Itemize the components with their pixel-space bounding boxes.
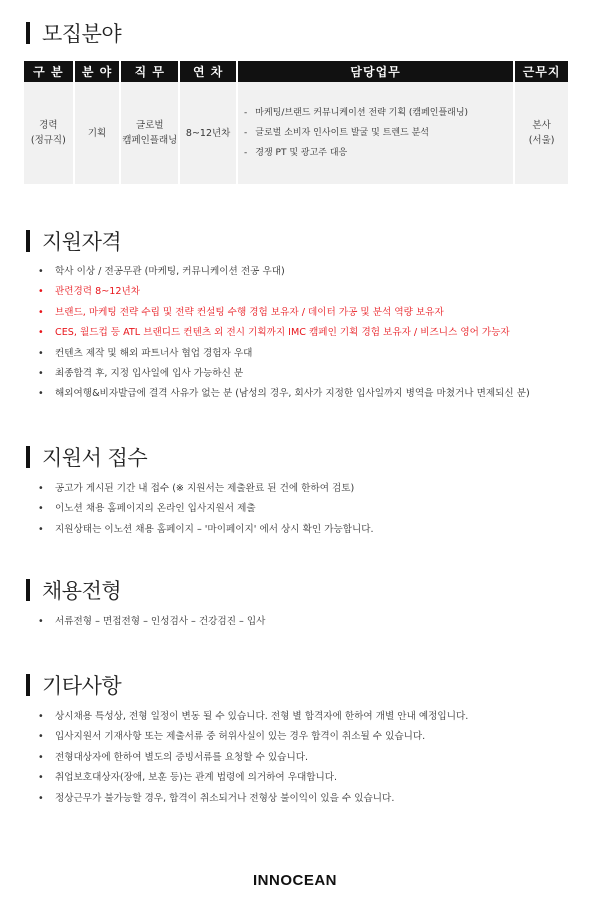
list-item: • 관련경력 8~12년차	[38, 286, 141, 298]
section-title-text: 모집분야	[42, 22, 122, 46]
duty-item: - 마케팅/브랜드 커뮤니케이션 전략 기획 (캠페인플래닝)	[244, 108, 469, 118]
dash-marker: -	[244, 128, 248, 138]
section-title-others	[26, 670, 121, 700]
list-item: • CES, 월드컵 등 ATL 브랜디드 컨텐츠 외 전시 기획까지 IMC 캠페인 기획 경험 보유자 / 비즈니스 영어 가능자	[38, 327, 510, 339]
header-field: 분 야	[75, 61, 120, 82]
section-title-text: 지원자격	[42, 230, 122, 254]
cell-job	[121, 82, 178, 184]
table-header-row	[24, 61, 568, 82]
header-duties: 담당업무	[238, 61, 513, 82]
location-line-2: (서울)	[528, 135, 555, 146]
list-item: • 정상근무가 불가능할 경우, 합격이 취소되거나 전형상 불이익이 있을 수 있습니다.	[38, 792, 395, 804]
header-category: 구 분	[24, 61, 73, 82]
location-line-1: 본사	[532, 120, 551, 131]
list-item: • 상시채용 특성상, 전형 일정이 변동 될 수 있습니다. 전형 별 합격자에 한하여 개별 안내 예정입니다.	[38, 711, 469, 722]
duties-list	[244, 103, 513, 163]
section-title-text: 기타사항	[42, 674, 122, 698]
duty-item: - 경쟁 PT 및 광고주 대응	[244, 148, 348, 158]
header-job: 직 무	[121, 61, 178, 82]
cell-category	[24, 82, 73, 184]
list-item: • 취업보호대상자(장애, 보훈 등)는 관계 법령에 의거하여 우대합니다.	[38, 772, 338, 784]
job-line-2: 캠페인플래닝	[122, 135, 178, 146]
cell-location	[515, 82, 568, 184]
table-row	[24, 82, 568, 184]
section-bar	[26, 446, 30, 468]
list-item: • 공고가 게시된 기간 내 접수 (※ 지원서는 제출완료 된 건에 한하여 검토)	[38, 483, 355, 494]
section-title-positions	[26, 18, 121, 48]
section-title-application	[26, 442, 147, 472]
innocean-logo: INNOCEAN	[252, 872, 337, 889]
dash-marker: -	[244, 108, 248, 118]
job-line-1: 글로벌	[136, 120, 164, 131]
list-item: • 해외여행&비자발급에 결격 사유가 없는 분 (남성의 경우, 회사가 지정한 입사일까지 병역을 마쳤거나 면제되신 분)	[38, 388, 530, 400]
cell-field	[75, 82, 120, 184]
duty-item: - 글로벌 소비자 인사이트 발굴 및 트렌드 분석	[244, 128, 429, 138]
list-item: • 컨텐츠 제작 및 해외 파트너사 협업 경험자 우대	[38, 347, 253, 359]
list-item: • 최종합격 후, 지정 입사일에 입사 가능하신 분	[38, 368, 244, 380]
qualifications-list	[38, 262, 530, 405]
cell-duties	[238, 82, 513, 184]
section-bar	[26, 674, 30, 696]
section-title-text: 채용전형	[42, 579, 122, 603]
section-title-process	[26, 575, 121, 605]
section-bar	[26, 230, 30, 252]
section-title-qualifications	[26, 226, 121, 256]
category-type: 경력	[39, 120, 58, 131]
category-employment: (정규직)	[30, 135, 66, 146]
list-item: • 브랜드, 마케팅 전략 수립 및 전략 컨설팅 수행 경험 보유자 / 데이터 가공 및 분석 역량 보유자	[38, 306, 444, 318]
process-list	[38, 612, 265, 632]
cell-years	[180, 82, 236, 184]
section-bar	[26, 579, 30, 601]
field-value: 기획	[87, 127, 107, 139]
list-item: • 학사 이상 / 전공무관 (마케팅, 커뮤니케이션 전공 우대)	[38, 266, 285, 277]
years-value: 8~12년차	[185, 127, 231, 139]
positions-table	[22, 61, 570, 184]
dash-marker: -	[244, 148, 248, 158]
section-bar	[26, 22, 30, 44]
list-item: • 입사지원서 기재사항 또는 제출서류 중 허위사실이 있는 경우 합격이 취소될 수 있습니다.	[38, 731, 426, 743]
application-list	[38, 479, 374, 540]
header-years: 연 차	[180, 61, 236, 82]
list-item: • 이노션 채용 홈페이지의 온라인 입사지원서 제출	[38, 503, 256, 515]
list-item: • 전형대상자에 한하여 별도의 증빙서류를 요청할 수 있습니다.	[38, 751, 309, 763]
others-list	[38, 707, 468, 809]
list-item: • 서류전형 – 면접전형 – 인성검사 – 건강검진 – 입사	[38, 616, 266, 627]
section-title-text: 지원서 접수	[42, 446, 148, 470]
list-item: • 지원상태는 이노션 채용 홈페이지 – '마이페이지' 에서 상시 확인 가능합니다.	[38, 523, 374, 535]
header-location: 근무지	[515, 61, 568, 82]
